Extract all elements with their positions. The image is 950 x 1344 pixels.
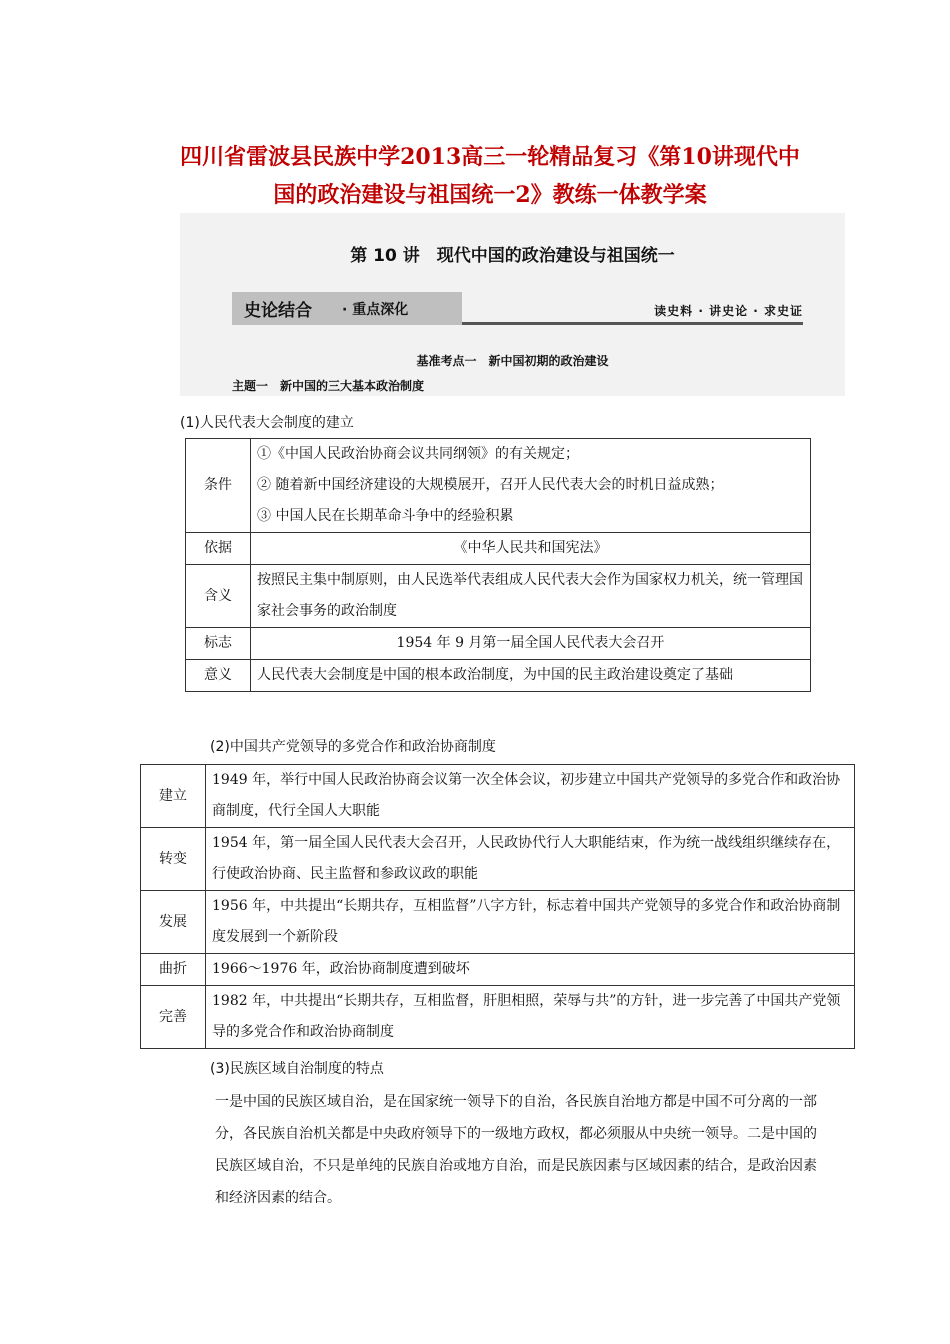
banner-heading: 第 10 讲 现代中国的政治建设与祖国统一 xyxy=(350,246,675,266)
table-row xyxy=(186,628,811,660)
section1-heading: (1)人民代表大会制度的建立 xyxy=(180,415,354,431)
banner-slogan: 读史料 · 讲史论 · 求史证 xyxy=(654,304,803,318)
table-row xyxy=(141,986,855,1049)
row-content: 按照民主集中制原则，由人民选举代表组成人民代表大会作为国家权力机关，统一管理国家社会事务的政治制度 xyxy=(251,565,811,628)
row-label: 建立 xyxy=(141,765,206,828)
row-content: 1954 年，第一届全国人民代表大会召开，人民政协代行人大职能结束，作为统一战线组织继续存在，行使政治协商、民主监督和参政议政的职能 xyxy=(206,828,855,891)
section3-paragraph: 一是中国的民族区域自治，是在国家统一领导下的自治，各民族自治地方都是中国不可分离的一部分，各民族自治机关都是中央政府领导下的一级地方政权，都必须服从中央统一领导。二是中国的民族区域自治，不只是单纯的民族自治或地方自治，而是民族因素与区域因素的结合，是政治因素和经济因素的结合。 xyxy=(215,1094,817,1206)
row-content: 1956 年，中共提出“长期共存，互相监督”八字方针，标志着中国共产党领导的多党合作和政治协商制度发展到一个新阶段 xyxy=(206,891,855,954)
row-label: 依据 xyxy=(186,533,251,565)
section3-heading: (3)民族区域自治制度的特点 xyxy=(210,1061,384,1077)
cpc-cooperation-table xyxy=(140,764,855,1049)
document-title xyxy=(90,138,890,214)
table-row xyxy=(186,565,811,628)
table-row xyxy=(141,891,855,954)
row-content xyxy=(251,439,811,533)
row-content: 1954 年 9 月第一届全国人民代表大会召开 xyxy=(251,628,811,660)
row-label: 意义 xyxy=(186,660,251,692)
list-item: ③ 中国人民在长期革命斗争中的经验积累 xyxy=(257,508,514,524)
banner-tab xyxy=(232,292,462,325)
banner-tab-sub: · 重点深化 xyxy=(342,302,409,318)
table-row xyxy=(141,954,855,986)
title-line-2: 国的政治建设与祖国统一2》教练一体教学案 xyxy=(273,182,707,208)
section2-heading: (2)中国共产党领导的多党合作和政治协商制度 xyxy=(210,739,496,755)
npc-system-table xyxy=(185,438,811,692)
table-row xyxy=(186,660,811,692)
list-item: ①《中国人民政治协商会议共同纲领》的有关规定； xyxy=(257,446,579,462)
row-label: 转变 xyxy=(141,828,206,891)
banner-bar xyxy=(232,292,803,325)
row-label: 含义 xyxy=(186,565,251,628)
banner-tab-main: 史论结合 xyxy=(244,301,312,321)
row-content: 1966～1976 年，政治协商制度遭到破坏 xyxy=(206,954,855,986)
title-line-1: 四川省雷波县民族中学2013高三一轮精品复习《第10讲现代中 xyxy=(180,144,800,170)
table-row xyxy=(141,828,855,891)
row-content: 1949 年，举行中国人民政治协商会议第一次全体会议，初步建立中国共产党领导的多党合作和政治协商制度，代行全国人大职能 xyxy=(206,765,855,828)
row-label: 完善 xyxy=(141,986,206,1049)
table-row xyxy=(141,765,855,828)
row-content: 人民代表大会制度是中国的根本政治制度，为中国的民主政治建设奠定了基础 xyxy=(251,660,811,692)
row-label: 曲折 xyxy=(141,954,206,986)
row-label: 标志 xyxy=(186,628,251,660)
row-label: 发展 xyxy=(141,891,206,954)
banner-subheading: 基准考点一 新中国初期的政治建设 xyxy=(416,354,609,368)
row-content: 1982 年，中共提出“长期共存，互相监督，肝胆相照，荣辱与共”的方针，进一步完善了中国共产党领导的多党合作和政治协商制度 xyxy=(206,986,855,1049)
row-label: 条件 xyxy=(186,439,251,533)
row-content: 《中华人民共和国宪法》 xyxy=(251,533,811,565)
table-row xyxy=(186,439,811,533)
table-row xyxy=(186,533,811,565)
banner-topic: 主题一 新中国的三大基本政治制度 xyxy=(232,379,425,393)
list-item: ② 随着新中国经济建设的大规模展开，召开人民代表大会的时机日益成熟； xyxy=(257,477,724,493)
lesson-banner xyxy=(180,213,845,396)
